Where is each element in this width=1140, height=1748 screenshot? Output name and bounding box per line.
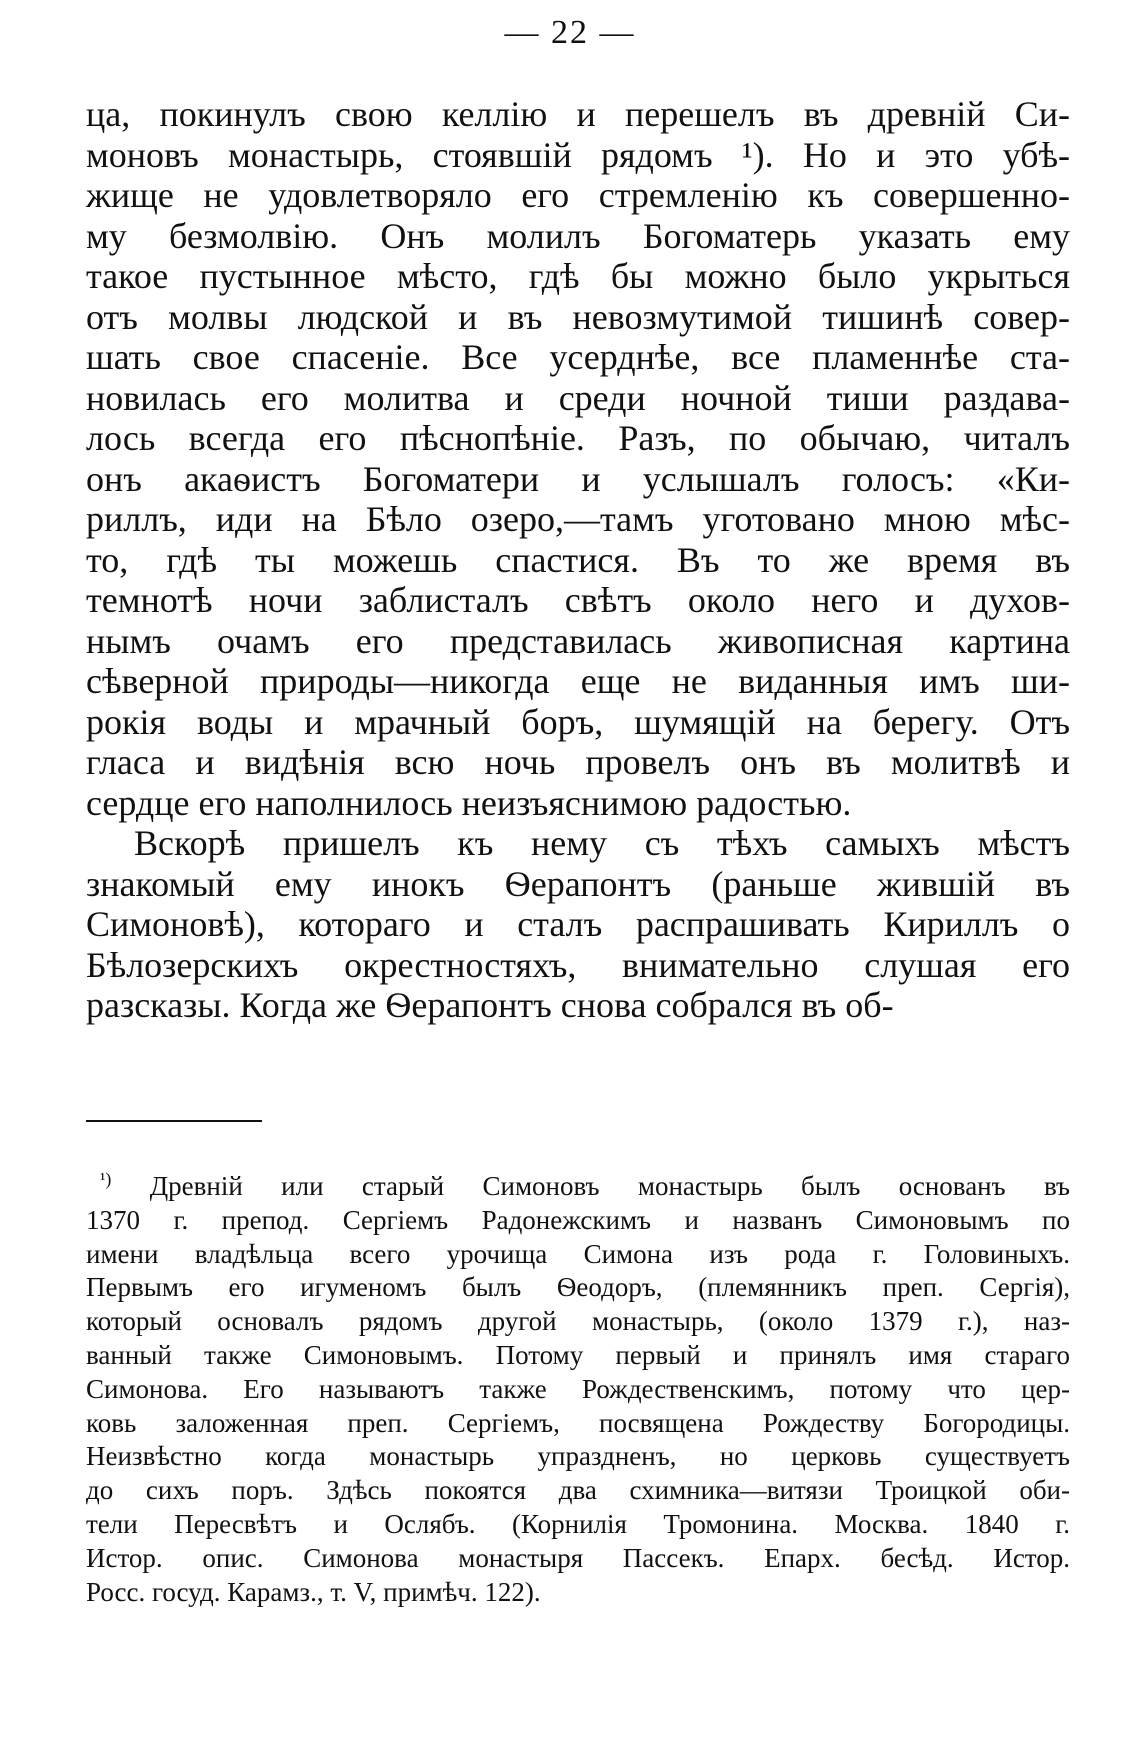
text-line: сѣверной природы—никогда еще не виданныя имъ ши- — [86, 661, 1070, 701]
footnote-line: тели Пересвѣтъ и Ослябъ. (Корнилія Тромонина. Москва. 1840 г. — [86, 1508, 1070, 1539]
paragraph — [86, 94, 1070, 823]
footnote-line: ковь заложенная преп. Сергіемъ, посвящена Рождеству Богородицы. — [86, 1407, 1070, 1438]
footnote-divider — [86, 1120, 262, 1122]
footnote-marker: ¹) — [100, 1169, 112, 1189]
text-line: риллъ, иди на Бѣло озеро,—тамъ уготовано мною мѣс- — [86, 499, 1070, 539]
footnote-line: который основалъ рядомъ другой монастырь, (около 1379 г.), наз- — [86, 1306, 1070, 1337]
footnote-text: Древній или старый Симоновъ монастырь былъ основанъ въ — [111, 1171, 1070, 1201]
footnote-line: ванный также Симоновымъ. Потому первый и принялъ имя стараго — [86, 1339, 1070, 1370]
text-line: сердце его наполнилось неизъяснимою радостью. — [86, 782, 852, 823]
text-line: шать свое спасеніе. Все усерднѣе, все пламеннѣе ста- — [86, 337, 1070, 377]
footnote-line: Росс. госуд. Карамз., т. V, примѣч. 122). — [86, 1576, 541, 1607]
text-line: моновъ монастырь, стоявшій рядомъ ¹). Но и это убѣ- — [86, 134, 1070, 175]
main-text — [86, 94, 1070, 1026]
footnote-line: Неизвѣстно когда монастырь упраздненъ, но церковь существуетъ — [86, 1441, 1070, 1472]
text-line: такое пустынное мѣсто, гдѣ бы можно было укрыться — [86, 256, 1070, 296]
footnote-line: Симонова. Его называютъ также Рождественскимъ, потому что цер- — [86, 1373, 1070, 1404]
footnote — [86, 1163, 1070, 1609]
text-line: знакомый ему инокъ Ѳерапонтъ (раньше жившій въ — [86, 863, 1070, 904]
text-line: Бѣлозерскихъ окрестностяхъ, внимательно слушая его — [86, 944, 1070, 985]
text-line: рокія воды и мрачный боръ, шумящій на берегу. Отъ — [86, 701, 1070, 742]
text-line: нымъ очамъ его представилась живописная картина — [86, 620, 1070, 661]
paragraph — [86, 823, 1070, 1026]
text-line: жище не удовлетворяло его стремленію къ совершенно- — [86, 175, 1070, 215]
text-line: новилась его молитва и среди ночной тиши раздава- — [86, 377, 1070, 418]
footnote-line: до сихъ поръ. Здѣсь покоятся два схимника—витязи Троицкой оби- — [86, 1475, 1070, 1506]
footnote-line — [86, 1163, 1070, 1204]
text-line: му безмолвію. Онъ молилъ Богоматерь указать ему — [86, 215, 1070, 256]
footnote-line: Первымъ его игуменомъ былъ Ѳеодоръ, (племянникъ преп. Сергія), — [86, 1272, 1070, 1303]
text-line: то, гдѣ ты можешь спастися. Въ то же время въ — [86, 539, 1070, 580]
page-number: — 22 — — [504, 14, 636, 51]
text-line: ца, покинулъ свою келлію и перешелъ въ древній Си- — [86, 94, 1070, 134]
footnote-line: Истор. опис. Симонова монастыря Пассекъ. Епарх. бесѣд. Истор. — [86, 1542, 1070, 1573]
text-line: Вскорѣ пришелъ къ нему съ тѣхъ самыхъ мѣстъ — [134, 823, 1070, 863]
footnote-line: имени владѣльца всего урочища Симона изъ рода г. Головиныхъ. — [86, 1238, 1070, 1269]
text-line: гласа и видѣнія всю ночь провелъ онъ въ молитвѣ и — [86, 742, 1070, 782]
text-line: Симоновѣ), котораго и сталъ распрашивать Кириллъ о — [86, 904, 1070, 944]
text-line: отъ молвы людской и въ невозмутимой тишинѣ совер- — [86, 296, 1070, 337]
text-line: разсказы. Когда же Ѳерапонтъ снова собрался въ об- — [86, 985, 894, 1025]
text-line: лось всегда его пѣснопѣніе. Разъ, по обычаю, читалъ — [86, 418, 1070, 458]
footnote-line: 1370 г. препод. Сергіемъ Радонежскимъ и названъ Симоновымъ по — [86, 1204, 1070, 1235]
text-line: онъ акаѳистъ Богоматери и услышалъ голосъ: «Ки- — [86, 458, 1070, 499]
text-line: темнотѣ ночи заблисталъ свѣтъ около него и духов- — [86, 580, 1070, 620]
